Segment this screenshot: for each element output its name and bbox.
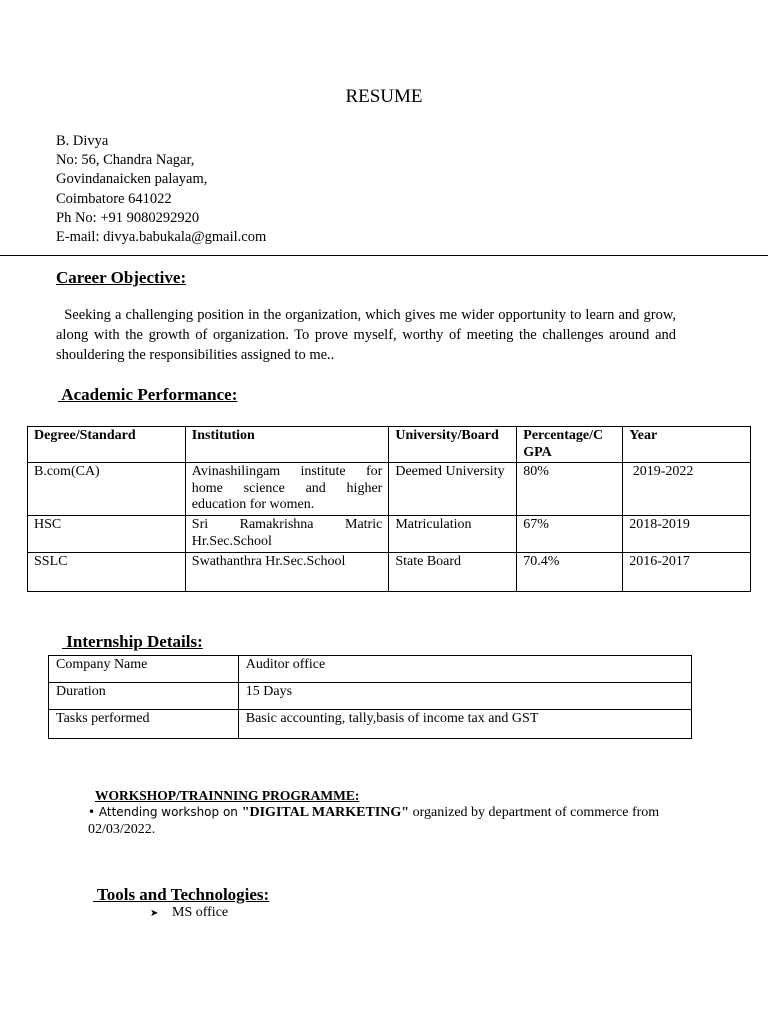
table-cell: Basic accounting, tally,basis of income tax and GST <box>238 710 691 739</box>
table-cell: State Board <box>389 553 517 592</box>
column-header: Percentage/C GPA <box>517 427 623 463</box>
contact-city: Coimbatore 641022 <box>56 190 172 207</box>
table-row <box>49 656 692 683</box>
table-cell: 80% <box>517 463 623 516</box>
contact-address-line1: No: 56, Chandra Nagar, <box>56 152 195 169</box>
contact-email: E-mail: divya.babukala@gmail.com <box>56 229 267 246</box>
table-cell: 15 Days <box>238 683 691 710</box>
table-header-row <box>28 427 751 463</box>
table-row <box>49 710 692 739</box>
contact-name: B. Divya <box>56 133 109 149</box>
internship-table <box>48 655 692 739</box>
table-row <box>28 463 751 516</box>
table-cell: Duration <box>49 683 239 710</box>
table-cell: B.com(CA) <box>28 463 186 516</box>
internship-heading: Internship Details: <box>62 632 203 651</box>
table-cell: Avinashilingam institute for home science and higher education for women. <box>185 463 389 516</box>
table-cell: SSLC <box>28 553 186 592</box>
table-row <box>28 553 751 592</box>
table-cell: Sri Ramakrishna Matric Hr.Sec.School <box>185 516 389 553</box>
career-objective-heading: Career Objective: <box>56 268 187 287</box>
tool-item-label: MS office <box>172 905 229 920</box>
table-cell: 2016-2017 <box>623 553 751 592</box>
table-row <box>49 683 692 710</box>
list-item <box>150 905 228 921</box>
academic-table <box>27 426 751 592</box>
career-objective-text: Seeking a challenging position in the organization, which gives me wider opportunity to learn and grow, along with the growth of organization. To prove myself, worthy of meeting the challenges around and shouldering the responsibilities assigned to me.. <box>56 307 680 363</box>
table-cell: 2019-2022 <box>623 463 751 516</box>
arrow-bullet-icon: ➤ <box>150 908 159 919</box>
table-cell: 70.4% <box>517 553 623 592</box>
workshop-suffix: organized by department of commerce from 02/03/2022. <box>88 805 660 837</box>
workshop-heading: WORKSHOP/TRAINNING PROGRAMME: <box>95 788 360 803</box>
column-header: Year <box>623 427 751 463</box>
table-cell: Tasks performed <box>49 710 239 739</box>
table-cell: HSC <box>28 516 186 553</box>
tools-heading: Tools and Technologies: <box>93 885 270 904</box>
workshop-item <box>88 804 688 838</box>
contact-address-line2: Govindanaicken palayam, <box>56 171 208 188</box>
column-header: Degree/Standard <box>28 427 186 463</box>
horizontal-divider <box>0 255 768 256</box>
table-row <box>28 516 751 553</box>
academic-heading: Academic Performance: <box>58 385 238 404</box>
table-cell: 67% <box>517 516 623 553</box>
contact-block <box>56 132 266 247</box>
contact-phone: Ph No: +91 9080292920 <box>56 209 200 226</box>
table-cell: 2018-2019 <box>623 516 751 553</box>
table-cell: Company Name <box>49 656 239 683</box>
workshop-prefix: • Attending workshop on <box>88 805 242 819</box>
table-cell: Deemed University <box>389 463 517 516</box>
column-header: University/Board <box>389 427 517 463</box>
workshop-topic: "DIGITAL MARKETING" <box>241 805 410 820</box>
table-cell: Swathanthra Hr.Sec.School <box>185 553 389 592</box>
page-title: RESUME <box>345 86 423 107</box>
table-cell: Auditor office <box>238 656 691 683</box>
table-cell: Matriculation <box>389 516 517 553</box>
column-header: Institution <box>185 427 389 463</box>
